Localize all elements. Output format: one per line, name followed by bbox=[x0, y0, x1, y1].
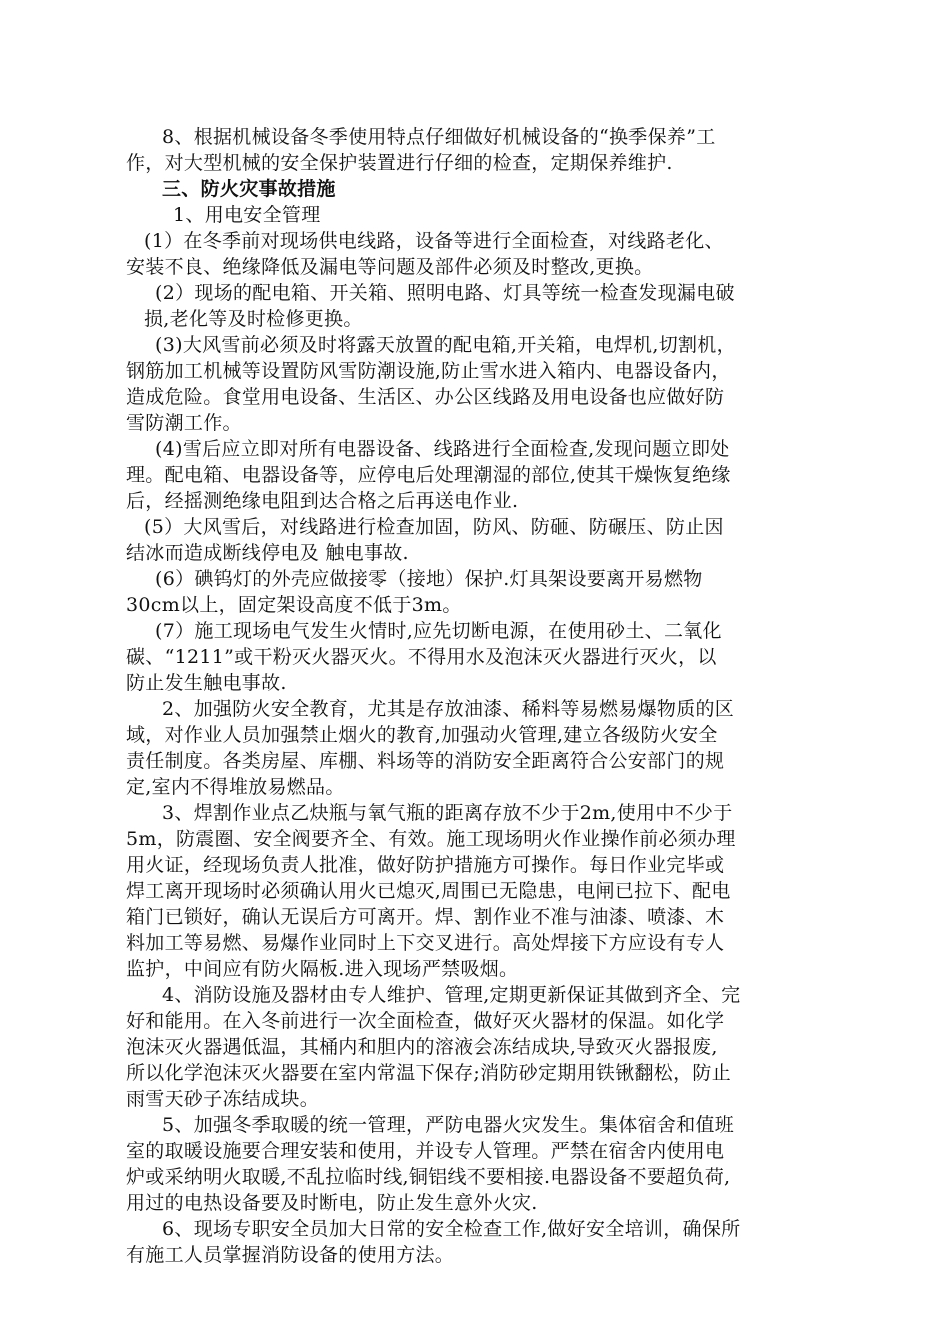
text-line: 3、焊割作业点乙炔瓶与氧气瓶的距离存放不少于2m,使用中不少于 bbox=[162, 802, 733, 824]
text-line: (7）施工现场电气发生火情时,应先切断电源，在使用砂土、二氧化 bbox=[155, 620, 722, 642]
text-line: 防止发生触电事故. bbox=[126, 672, 287, 694]
text-line: 所以化学泡沫灭火器要在室内常温下保存;消防砂定期用铁锹翻松，防止 bbox=[126, 1062, 732, 1084]
text-line: 室的取暖设施要合理安装和使用，并设专人管理。严禁在宿舍内使用电 bbox=[126, 1140, 725, 1162]
text-line: (5）大风雪后，对线路进行检查加固，防风、防砸、防碾压、防止因 bbox=[144, 516, 724, 538]
text-line: 域，对作业人员加强禁止烟火的教育,加强动火管理,建立各级防火安全 bbox=[126, 724, 718, 746]
text-line: 责任制度。各类房屋、库棚、料场等的消防安全距离符合公安部门的规 bbox=[126, 750, 725, 772]
text-line: 8、根据机械设备冬季使用特点仔细做好机械设备的“换季保养”工 bbox=[162, 126, 716, 148]
text-line: 钢筋加工机械等设置防风雪防潮设施,防止雪水进入箱内、电器设备内， bbox=[126, 360, 731, 382]
text-line: 5、加强冬季取暖的统一管理，严防电器火灾发生。集体宿舍和值班 bbox=[162, 1114, 735, 1136]
text-line: 好和能用。在入冬前进行一次全面检查，做好灭火器材的保温。如化学 bbox=[126, 1010, 725, 1032]
text-line: 后，经摇测绝缘电阻到达合格之后再送电作业. bbox=[126, 490, 519, 512]
text-line: 造成危险。食堂用电设备、生活区、办公区线路及用电设备也应做好防 bbox=[126, 386, 725, 408]
text-line: (6）碘钨灯的外壳应做接零（接地）保护.灯具架设要离开易燃物 bbox=[155, 568, 703, 590]
text-line: 用火证，经现场负责人批准，做好防护措施方可操作。每日作业完毕或 bbox=[126, 854, 725, 876]
text-line: 料加工等易燃、易爆作业同时上下交叉进行。高处焊接下方应设有专人 bbox=[126, 932, 725, 954]
text-line: 泡沫灭火器遇低温，其桶内和胆内的溶液会冻结成块,导致灭火器报废, bbox=[126, 1036, 718, 1058]
text-line: (2）现场的配电箱、开关箱、照明电路、灯具等统一检查发现漏电破 bbox=[155, 282, 735, 304]
text-line: (1）在冬季前对现场供电线路，设备等进行全面检查，对线路老化、 bbox=[144, 230, 724, 252]
text-line: 损,老化等及时检修更换。 bbox=[144, 308, 363, 330]
text-line: 焊工离开现场时必须确认用火已熄灭,周围已无隐患，电闸已拉下、配电 bbox=[126, 880, 731, 902]
text-line: 结冰而造成断线停电及 触电事故. bbox=[126, 542, 409, 564]
text-line: (4)雪后应立即对所有电器设备、线路进行全面检查,发现问题立即处 bbox=[155, 438, 730, 460]
text-line: 炉或采纳明火取暖,不乱拉临时线,铜铝线不要相接.电器设备不要超负荷, bbox=[126, 1166, 731, 1188]
text-line: 定,室内不得堆放易燃品。 bbox=[126, 776, 345, 798]
text-line: 碳、“1211”或干粉灭火器灭火。不得用水及泡沫灭火器进行灭火，以 bbox=[126, 646, 717, 668]
text-line: 有施工人员掌握消防设备的使用方法。 bbox=[126, 1244, 455, 1266]
subsection-heading: 1、用电安全管理 bbox=[173, 204, 321, 226]
text-line: 理。配电箱、电器设备等，应停电后处理潮湿的部位,使其干燥恢复绝缘 bbox=[126, 464, 731, 486]
text-line: 5m，防震圈、安全阀要齐全、有效。施工现场明火作业操作前必须办理 bbox=[126, 828, 736, 850]
text-line: 作，对大型机械的安全保护装置进行仔细的检查，定期保养维护. bbox=[126, 152, 673, 174]
text-line: 6、现场专职安全员加大日常的安全检查工作,做好安全培训，确保所 bbox=[162, 1218, 741, 1240]
text-line: 雪防潮工作。 bbox=[126, 412, 242, 434]
text-line: 2、加强防火安全教育，尤其是存放油漆、稀料等易燃易爆物质的区 bbox=[162, 698, 735, 720]
text-line: 安装不良、绝缘降低及漏电等问题及部件必须及时整改,更换。 bbox=[126, 256, 654, 278]
text-line: 监护，中间应有防火隔板.进入现场严禁吸烟。 bbox=[126, 958, 519, 980]
section-heading: 三、防火灾事故措施 bbox=[162, 178, 336, 200]
text-line: 用过的电热设备要及时断电，防止发生意外火灾. bbox=[126, 1192, 538, 1214]
text-line: 4、消防设施及器材由专人维护、管理,定期更新保证其做到齐全、完 bbox=[162, 984, 741, 1006]
text-line: 雨雪天砂子冻结成块。 bbox=[126, 1088, 320, 1110]
text-line: 30cm以上，固定架设高度不低于3m。 bbox=[126, 594, 462, 616]
text-line: 箱门已锁好，确认无误后方可离开。焊、割作业不准与油漆、喷漆、木 bbox=[126, 906, 725, 928]
text-line: (3)大风雪前必须及时将露天放置的配电箱,开关箱，电焊机,切割机， bbox=[155, 334, 736, 356]
